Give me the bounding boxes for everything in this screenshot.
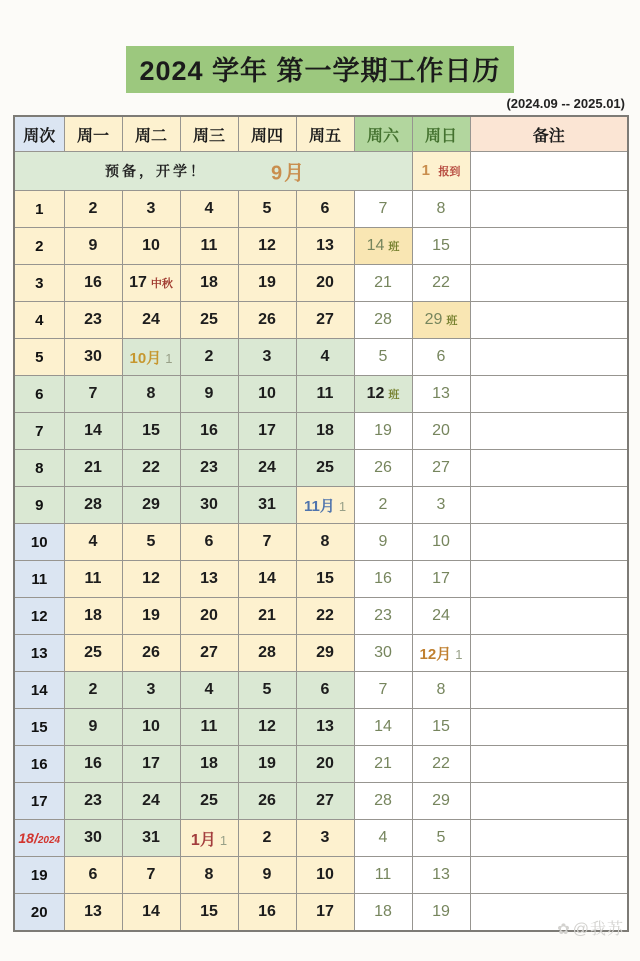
day-cell: 2 [180,339,238,376]
day-cell: 24 [412,598,470,635]
day-cell: 8 [412,672,470,709]
day-cell: 2 [64,191,122,228]
day-cell: 3 [122,672,180,709]
week-number-cell: 18/2024 [14,820,64,857]
day-cell: 27 [412,450,470,487]
day-cell: 10 [238,376,296,413]
day-cell: 7 [64,376,122,413]
day-cell: 27 [180,635,238,672]
day-cell: 26 [238,302,296,339]
day-cell: 6 [64,857,122,894]
day-cell: 29 [122,487,180,524]
day-cell: 15 [412,709,470,746]
day-cell: 9 [238,857,296,894]
day-cell: 13 [64,894,122,932]
september-row [14,152,628,191]
day-cell: 20 [180,598,238,635]
week-number-cell: 9 [14,487,64,524]
remark-cell [470,487,628,524]
watermark-text: @我苏 [572,921,624,938]
day-cell: 22 [122,450,180,487]
day-cell: 23 [64,783,122,820]
semester-calendar-table [13,115,629,932]
day-cell: 15 [296,561,354,598]
day-cell: 28 [238,635,296,672]
day-cell: 10 [122,709,180,746]
week-number-cell: 2 [14,228,64,265]
day-cell: 19 [354,413,412,450]
day-cell: 25 [64,635,122,672]
day-cell: 19 [238,265,296,302]
day-cell: 9 [180,376,238,413]
week-row [14,598,628,635]
week-row [14,561,628,598]
column-header-7: 周六 [354,116,412,152]
column-header-8: 周日 [412,116,470,152]
week-row [14,709,628,746]
day-cell: 10 [412,524,470,561]
day-cell: 6 [296,191,354,228]
week-number-cell: 10 [14,524,64,561]
remark-cell [470,524,628,561]
day-cell: 16 [354,561,412,598]
september-month-label: 9月 [271,162,307,185]
column-header-9: 备注 [470,116,628,152]
watermark [557,916,624,939]
day-cell: 21 [238,598,296,635]
day-cell: 26 [122,635,180,672]
day-cell: 18 [64,598,122,635]
remark-cell [470,450,628,487]
remark-cell [470,228,628,265]
day-cell: 17 中秋 [122,265,180,302]
day-cell: 12 [238,228,296,265]
remark-cell [470,265,628,302]
week-number-cell: 16 [14,746,64,783]
day-cell: 19 [412,894,470,932]
week-row [14,672,628,709]
day-cell: 12 [122,561,180,598]
remark-cell [470,191,628,228]
day-cell: 7 [354,191,412,228]
day-cell: 23 [354,598,412,635]
date-range-subtitle: (2024.09 -- 2025.01) [506,96,625,111]
day-cell: 15 [180,894,238,932]
day-cell: 9 [354,524,412,561]
week-number-cell: 7 [14,413,64,450]
week-row [14,820,628,857]
day-cell: 19 [122,598,180,635]
day-cell: 1月 1 [180,820,238,857]
day-cell: 11 [180,709,238,746]
day-cell: 21 [354,265,412,302]
week-row [14,265,628,302]
day-cell: 8 [122,376,180,413]
day-cell: 28 [64,487,122,524]
column-header-2: 周一 [64,116,122,152]
week-row [14,191,628,228]
day-cell: 18 [354,894,412,932]
day-cell: 11 [180,228,238,265]
day-cell: 13 [412,857,470,894]
column-header-3: 周二 [122,116,180,152]
day-cell: 23 [180,450,238,487]
day-cell: 3 [296,820,354,857]
week-row [14,302,628,339]
day-cell: 11 [64,561,122,598]
day-cell: 9 [64,709,122,746]
week-row [14,413,628,450]
day-cell: 18 [296,413,354,450]
calendar-body [14,152,628,932]
week-row [14,857,628,894]
week-number-cell: 15 [14,709,64,746]
week-row [14,635,628,672]
day-cell: 6 [296,672,354,709]
day-cell: 4 [296,339,354,376]
day-cell: 12 班 [354,376,412,413]
day-cell: 4 [180,672,238,709]
week-number-cell: 14 [14,672,64,709]
day-cell: 6 [180,524,238,561]
day-cell: 27 [296,302,354,339]
day-cell: 26 [354,450,412,487]
day-cell: 13 [412,376,470,413]
september-sunday-cell [412,152,470,191]
week-number-cell: 13 [14,635,64,672]
week-number-cell: 20 [14,894,64,932]
day-cell: 27 [296,783,354,820]
school-start-note: 预备，开学！ [105,163,207,179]
report-day-number: 1 [421,162,430,179]
remark-cell [470,302,628,339]
remark-cell [470,561,628,598]
day-cell: 17 [122,746,180,783]
day-cell: 14 [64,413,122,450]
week-row [14,487,628,524]
day-cell: 25 [180,783,238,820]
day-cell: 2 [64,672,122,709]
week-row [14,228,628,265]
day-cell: 4 [180,191,238,228]
day-cell: 5 [412,820,470,857]
remark-cell [470,598,628,635]
week-number-cell: 11 [14,561,64,598]
day-cell: 2 [238,820,296,857]
day-cell: 24 [238,450,296,487]
day-cell: 13 [296,709,354,746]
september-merged-cell [14,152,412,191]
week-number-cell: 4 [14,302,64,339]
watermark-paw-icon: ✿ [557,921,571,938]
week-number-cell: 17 [14,783,64,820]
day-cell: 23 [64,302,122,339]
day-cell: 9 [64,228,122,265]
day-cell: 5 [354,339,412,376]
day-cell: 13 [180,561,238,598]
day-cell: 20 [412,413,470,450]
day-cell: 7 [354,672,412,709]
column-header-6: 周五 [296,116,354,152]
day-cell: 17 [238,413,296,450]
week-row [14,376,628,413]
week-number-cell: 5 [14,339,64,376]
page-title: 2024 学年 第一学期工作日历 [126,46,513,93]
day-cell: 24 [122,302,180,339]
day-cell: 31 [238,487,296,524]
day-cell: 11 [354,857,412,894]
week-number-cell: 8 [14,450,64,487]
day-cell: 10 [122,228,180,265]
day-cell: 22 [412,265,470,302]
remark-cell [470,339,628,376]
day-cell: 28 [354,783,412,820]
remark-cell [470,783,628,820]
day-cell: 18 [180,265,238,302]
day-cell: 8 [296,524,354,561]
column-header-5: 周四 [238,116,296,152]
day-cell: 25 [296,450,354,487]
day-cell: 14 [122,894,180,932]
day-cell: 30 [354,635,412,672]
day-cell: 3 [122,191,180,228]
week-row [14,894,628,932]
week-number-cell: 3 [14,265,64,302]
day-cell: 20 [296,265,354,302]
day-cell: 30 [64,339,122,376]
week-row [14,450,628,487]
day-cell: 5 [122,524,180,561]
day-cell: 15 [412,228,470,265]
day-cell: 25 [180,302,238,339]
remark-cell [470,709,628,746]
day-cell: 11 [296,376,354,413]
day-cell: 22 [296,598,354,635]
remark-cell [470,152,628,191]
day-cell: 19 [238,746,296,783]
day-cell: 7 [122,857,180,894]
week-row [14,746,628,783]
day-cell: 17 [296,894,354,932]
remark-cell [470,820,628,857]
day-cell: 26 [238,783,296,820]
day-cell: 15 [122,413,180,450]
day-cell: 29 班 [412,302,470,339]
column-header-1: 周次 [14,116,64,152]
day-cell: 31 [122,820,180,857]
day-cell: 22 [412,746,470,783]
calendar-header-row [14,116,628,152]
remark-cell [470,672,628,709]
day-cell: 8 [180,857,238,894]
week-row [14,339,628,376]
day-cell: 17 [412,561,470,598]
remark-cell [470,376,628,413]
remark-cell [470,635,628,672]
week-row [14,524,628,561]
day-cell: 14 [238,561,296,598]
week-row [14,783,628,820]
day-cell: 4 [64,524,122,561]
day-cell: 30 [64,820,122,857]
day-cell: 5 [238,672,296,709]
day-cell: 3 [238,339,296,376]
day-cell: 8 [412,191,470,228]
day-cell: 2 [354,487,412,524]
day-cell: 4 [354,820,412,857]
day-cell: 14 班 [354,228,412,265]
remark-cell [470,746,628,783]
day-cell: 21 [64,450,122,487]
week-number-cell: 6 [14,376,64,413]
remark-cell [470,413,628,450]
column-header-4: 周三 [180,116,238,152]
day-cell: 29 [412,783,470,820]
day-cell: 10 [296,857,354,894]
day-cell: 14 [354,709,412,746]
week-number-cell: 1 [14,191,64,228]
week-number-cell: 12 [14,598,64,635]
day-cell: 10月 1 [122,339,180,376]
day-cell: 24 [122,783,180,820]
remark-cell [470,857,628,894]
day-cell: 30 [180,487,238,524]
day-cell: 12月 1 [412,635,470,672]
day-cell: 16 [64,265,122,302]
day-cell: 18 [180,746,238,783]
day-cell: 16 [64,746,122,783]
week-number-cell: 19 [14,857,64,894]
day-cell: 29 [296,635,354,672]
day-cell: 16 [238,894,296,932]
day-cell: 12 [238,709,296,746]
report-day-tag: 报到 [438,166,461,178]
day-cell: 20 [296,746,354,783]
day-cell: 6 [412,339,470,376]
day-cell: 16 [180,413,238,450]
day-cell: 13 [296,228,354,265]
day-cell: 21 [354,746,412,783]
day-cell: 11月 1 [296,487,354,524]
day-cell: 28 [354,302,412,339]
day-cell: 5 [238,191,296,228]
day-cell: 7 [238,524,296,561]
day-cell: 3 [412,487,470,524]
